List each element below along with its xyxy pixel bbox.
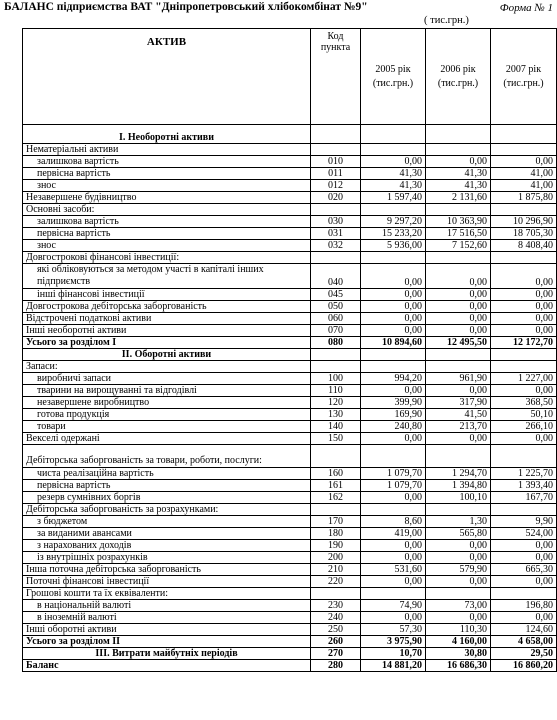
row-label: незавершене виробництво (23, 397, 311, 409)
value-2006: 30,80 (426, 648, 491, 660)
value-2007: 1 875,80 (491, 192, 557, 204)
total-row (23, 660, 557, 672)
value-2007: 10 296,90 (491, 216, 557, 228)
value-2005: 74,90 (361, 600, 426, 612)
value-2006: 1 294,70 (426, 468, 491, 480)
value-2007: 12 172,70 (491, 337, 557, 349)
code-cell: 050 (311, 301, 361, 313)
row-label: за виданими авансами (23, 528, 311, 540)
value-2006: 0,00 (426, 552, 491, 564)
value-2006: 0,00 (426, 313, 491, 325)
code-cell: 030 (311, 216, 361, 228)
table-row (23, 600, 557, 612)
table-row (23, 433, 557, 445)
value-2007 (491, 252, 557, 264)
value-2007: 0,00 (491, 325, 557, 337)
row-label: знос (23, 240, 311, 252)
row-label: Дебіторська заборгованість за товари, роботи, послуги: (23, 445, 311, 468)
code-cell (311, 588, 361, 600)
value-2007: 196,80 (491, 600, 557, 612)
column-header-code: Код пункта (311, 29, 361, 125)
total-row (23, 337, 557, 349)
table-row (23, 397, 557, 409)
code-cell: 220 (311, 576, 361, 588)
value-2005: 419,00 (361, 528, 426, 540)
code-cell: 031 (311, 228, 361, 240)
value-2005: 0,00 (361, 576, 426, 588)
value-2006: 4 160,00 (426, 636, 491, 648)
code-cell (311, 125, 361, 144)
table-row (23, 216, 557, 228)
table-row (23, 168, 557, 180)
value-2005: 0,00 (361, 289, 426, 301)
value-2006: 0,00 (426, 612, 491, 624)
code-cell: 020 (311, 192, 361, 204)
value-2006: 0,00 (426, 576, 491, 588)
value-2005: 531,60 (361, 564, 426, 576)
value-2005: 240,80 (361, 421, 426, 433)
table-row (23, 385, 557, 397)
table-row (23, 313, 557, 325)
value-2007: 1 393,40 (491, 480, 557, 492)
value-2005: 41,30 (361, 180, 426, 192)
total-row (23, 648, 557, 660)
code-cell: 070 (311, 325, 361, 337)
table-row (23, 564, 557, 576)
table-header-row (23, 29, 557, 125)
table-row (23, 492, 557, 504)
table-row (23, 516, 557, 528)
value-2007 (491, 504, 557, 516)
value-2007: 0,00 (491, 552, 557, 564)
value-2007: 0,00 (491, 576, 557, 588)
value-2007: 1 227,00 (491, 373, 557, 385)
row-label: Довгострокова дебіторська заборгованість (23, 301, 311, 313)
code-cell: 130 (311, 409, 361, 421)
table-row (23, 264, 557, 289)
row-label: Довгострокові фінансові інвестиції: (23, 252, 311, 264)
value-2006 (426, 204, 491, 216)
table-row (23, 624, 557, 636)
table-row (23, 421, 557, 433)
code-cell: 161 (311, 480, 361, 492)
value-2006: 2 131,60 (426, 192, 491, 204)
value-2006: 565,80 (426, 528, 491, 540)
value-2006 (426, 144, 491, 156)
section-header-row (23, 125, 557, 144)
value-2005 (361, 252, 426, 264)
code-cell: 012 (311, 180, 361, 192)
value-2006: 0,00 (426, 289, 491, 301)
table-row (23, 540, 557, 552)
code-cell: 190 (311, 540, 361, 552)
value-2005: 0,00 (361, 540, 426, 552)
value-2005: 57,30 (361, 624, 426, 636)
code-cell: 230 (311, 600, 361, 612)
value-2005: 0,00 (361, 313, 426, 325)
value-2006: 317,90 (426, 397, 491, 409)
row-label: які обліковуються за методом участі в капіталі інших підприємств (23, 264, 311, 289)
value-2006: 0,00 (426, 301, 491, 313)
row-label: резерв сумнівних боргів (23, 492, 311, 504)
row-label: Баланс (23, 660, 311, 672)
table-row (23, 228, 557, 240)
row-label: Запаси: (23, 361, 311, 373)
table-row (23, 180, 557, 192)
value-2007: 0,00 (491, 540, 557, 552)
code-cell: 240 (311, 612, 361, 624)
value-2005: 0,00 (361, 325, 426, 337)
value-2007 (491, 349, 557, 361)
code-cell: 040 (311, 264, 361, 289)
value-2007: 0,00 (491, 301, 557, 313)
value-2005 (361, 125, 426, 144)
value-2007 (491, 588, 557, 600)
section-title: I. Необоротні активи (23, 125, 311, 144)
value-2005: 399,90 (361, 397, 426, 409)
value-2005 (361, 361, 426, 373)
row-label: Інша поточна дебіторська заборгованість (23, 564, 311, 576)
value-2005: 1 079,70 (361, 480, 426, 492)
value-2005 (361, 349, 426, 361)
column-header-aktiv: АКТИВ (23, 29, 311, 125)
column-header-2007: 2007 рік (тис.грн.) (491, 29, 557, 125)
value-2007: 9,90 (491, 516, 557, 528)
table-row (23, 301, 557, 313)
value-2006: 579,90 (426, 564, 491, 576)
value-2007: 167,70 (491, 492, 557, 504)
value-2007: 18 705,30 (491, 228, 557, 240)
value-2006: 41,50 (426, 409, 491, 421)
row-label: Дебіторська заборгованість за розрахунками: (23, 504, 311, 516)
table-body (23, 125, 557, 672)
table-row (23, 588, 557, 600)
code-cell: 080 (311, 337, 361, 349)
table-row (23, 528, 557, 540)
row-label: Основні засоби: (23, 204, 311, 216)
code-cell: 120 (311, 397, 361, 409)
value-2007 (491, 144, 557, 156)
code-cell: 150 (311, 433, 361, 445)
table-row (23, 612, 557, 624)
value-2007: 8 408,40 (491, 240, 557, 252)
value-2006: 1,30 (426, 516, 491, 528)
value-2006 (426, 504, 491, 516)
table-row (23, 156, 557, 168)
value-2006: 41,30 (426, 180, 491, 192)
value-2006: 10 363,90 (426, 216, 491, 228)
value-2007: 1 225,70 (491, 468, 557, 480)
value-2007: 41,00 (491, 168, 557, 180)
table-row (23, 576, 557, 588)
value-2005: 5 936,00 (361, 240, 426, 252)
code-cell: 160 (311, 468, 361, 480)
code-cell (311, 504, 361, 516)
value-2006 (426, 588, 491, 600)
section-title: II. Оборотні активи (23, 349, 311, 361)
value-2006: 213,70 (426, 421, 491, 433)
value-2005 (361, 504, 426, 516)
value-2006: 0,00 (426, 156, 491, 168)
code-cell: 200 (311, 552, 361, 564)
value-2007: 368,50 (491, 397, 557, 409)
code-cell: 060 (311, 313, 361, 325)
row-label: Незавершене будівництво (23, 192, 311, 204)
value-2007 (491, 204, 557, 216)
code-cell: 140 (311, 421, 361, 433)
value-2005: 41,30 (361, 168, 426, 180)
code-cell: 032 (311, 240, 361, 252)
value-2007: 0,00 (491, 156, 557, 168)
code-cell (311, 204, 361, 216)
column-header-2006: 2006 рік (тис.грн.) (426, 29, 491, 125)
code-cell: 280 (311, 660, 361, 672)
table-row (23, 325, 557, 337)
row-label: Нематеріальні активи (23, 144, 311, 156)
table-row (23, 252, 557, 264)
value-2007: 16 860,20 (491, 660, 557, 672)
value-2006: 41,30 (426, 168, 491, 180)
row-label: залишкова вартість (23, 156, 311, 168)
value-2005: 994,20 (361, 373, 426, 385)
value-2005: 0,00 (361, 492, 426, 504)
form-number: Форма № 1 (499, 2, 553, 14)
value-2006: 7 152,60 (426, 240, 491, 252)
table-row (23, 144, 557, 156)
value-2006: 961,90 (426, 373, 491, 385)
value-2007: 266,10 (491, 421, 557, 433)
value-2007: 0,00 (491, 612, 557, 624)
code-cell: 250 (311, 624, 361, 636)
balance-table (22, 28, 557, 672)
value-2007 (491, 125, 557, 144)
section-header-row (23, 349, 557, 361)
value-2006: 0,00 (426, 325, 491, 337)
value-2006 (426, 125, 491, 144)
value-2006 (426, 349, 491, 361)
value-2005: 8,60 (361, 516, 426, 528)
table-row (23, 445, 557, 468)
row-label: знос (23, 180, 311, 192)
value-2007: 0,00 (491, 385, 557, 397)
value-2005 (361, 144, 426, 156)
row-label: Векселі одержані (23, 433, 311, 445)
row-label: Відстрочені податкові активи (23, 313, 311, 325)
value-2006: 73,00 (426, 600, 491, 612)
value-2005: 1 079,70 (361, 468, 426, 480)
value-2006: 0,00 (426, 433, 491, 445)
value-2007 (491, 445, 557, 468)
value-2005: 0,00 (361, 552, 426, 564)
code-cell (311, 144, 361, 156)
row-label: тварини на вирощуванні та відгодівлі (23, 385, 311, 397)
value-2005: 0,00 (361, 612, 426, 624)
unit-label: ( тис.грн.) (424, 15, 469, 26)
value-2005: 0,00 (361, 301, 426, 313)
table-row (23, 373, 557, 385)
code-cell: 110 (311, 385, 361, 397)
row-label: Поточні фінансові інвестиції (23, 576, 311, 588)
value-2007: 665,30 (491, 564, 557, 576)
code-cell (311, 361, 361, 373)
row-label: з бюджетом (23, 516, 311, 528)
row-label: первісна вартість (23, 228, 311, 240)
value-2006 (426, 445, 491, 468)
value-2005: 169,90 (361, 409, 426, 421)
code-cell (311, 252, 361, 264)
code-cell: 045 (311, 289, 361, 301)
table-row (23, 468, 557, 480)
row-label: Інші необоротні активи (23, 325, 311, 337)
value-2005: 14 881,20 (361, 660, 426, 672)
value-2005: 0,00 (361, 385, 426, 397)
total-row (23, 636, 557, 648)
code-cell (311, 349, 361, 361)
table-row (23, 504, 557, 516)
table-row (23, 240, 557, 252)
value-2007: 0,00 (491, 433, 557, 445)
row-label: первісна вартість (23, 168, 311, 180)
value-2005: 10,70 (361, 648, 426, 660)
value-2006: 12 495,50 (426, 337, 491, 349)
value-2005: 15 233,20 (361, 228, 426, 240)
value-2006: 17 516,50 (426, 228, 491, 240)
document-header (0, 0, 557, 28)
column-header-2005: 2005 рік (тис.грн.) (361, 29, 426, 125)
table-row (23, 552, 557, 564)
row-label: Грошові кошти та їх еквіваленти: (23, 588, 311, 600)
row-label: інші фінансові інвестиції (23, 289, 311, 301)
document-title: БАЛАНС підприємства ВАТ "Дніпропетровський хлібокомбінат №9" (4, 1, 368, 13)
code-cell: 260 (311, 636, 361, 648)
value-2005 (361, 204, 426, 216)
value-2005: 3 975,90 (361, 636, 426, 648)
value-2005: 0,00 (361, 433, 426, 445)
value-2007: 50,10 (491, 409, 557, 421)
value-2005 (361, 445, 426, 468)
row-label: Інші оборотні активи (23, 624, 311, 636)
code-cell: 162 (311, 492, 361, 504)
value-2007 (491, 361, 557, 373)
value-2006: 0,00 (426, 264, 491, 289)
table-row (23, 204, 557, 216)
row-label: виробничі запаси (23, 373, 311, 385)
value-2005: 1 597,40 (361, 192, 426, 204)
row-label: з нарахованих доходів (23, 540, 311, 552)
value-2007: 4 658,00 (491, 636, 557, 648)
row-label: в національній валюті (23, 600, 311, 612)
value-2006: 0,00 (426, 385, 491, 397)
value-2006: 16 686,30 (426, 660, 491, 672)
row-label: залишкова вартість (23, 216, 311, 228)
code-cell: 011 (311, 168, 361, 180)
code-cell: 210 (311, 564, 361, 576)
table-row (23, 192, 557, 204)
code-cell (311, 445, 361, 468)
table-row (23, 361, 557, 373)
value-2007: 0,00 (491, 313, 557, 325)
code-cell: 170 (311, 516, 361, 528)
table-row (23, 480, 557, 492)
value-2007: 124,60 (491, 624, 557, 636)
value-2006: 0,00 (426, 540, 491, 552)
row-label: чиста реалізаційна вартість (23, 468, 311, 480)
value-2007: 524,00 (491, 528, 557, 540)
row-label: Усього за розділом II (23, 636, 311, 648)
code-cell: 180 (311, 528, 361, 540)
value-2007: 41,00 (491, 180, 557, 192)
value-2007: 0,00 (491, 289, 557, 301)
row-label: готова продукція (23, 409, 311, 421)
value-2006 (426, 361, 491, 373)
table-row (23, 289, 557, 301)
value-2007: 29,50 (491, 648, 557, 660)
code-cell: 270 (311, 648, 361, 660)
row-label: із внутрішніх розрахунків (23, 552, 311, 564)
row-label: товари (23, 421, 311, 433)
value-2006 (426, 252, 491, 264)
value-2005: 0,00 (361, 156, 426, 168)
value-2006: 100,10 (426, 492, 491, 504)
row-label: в іноземній валюті (23, 612, 311, 624)
row-label: первісна вартість (23, 480, 311, 492)
value-2005: 10 894,60 (361, 337, 426, 349)
value-2005: 0,00 (361, 264, 426, 289)
row-label: III. Витрати майбутніх періодів (23, 648, 311, 660)
value-2007: 0,00 (491, 264, 557, 289)
value-2006: 110,30 (426, 624, 491, 636)
value-2005 (361, 588, 426, 600)
table-row (23, 409, 557, 421)
value-2006: 1 394,80 (426, 480, 491, 492)
code-cell: 100 (311, 373, 361, 385)
value-2005: 9 297,20 (361, 216, 426, 228)
row-label: Усього за розділом I (23, 337, 311, 349)
code-cell: 010 (311, 156, 361, 168)
